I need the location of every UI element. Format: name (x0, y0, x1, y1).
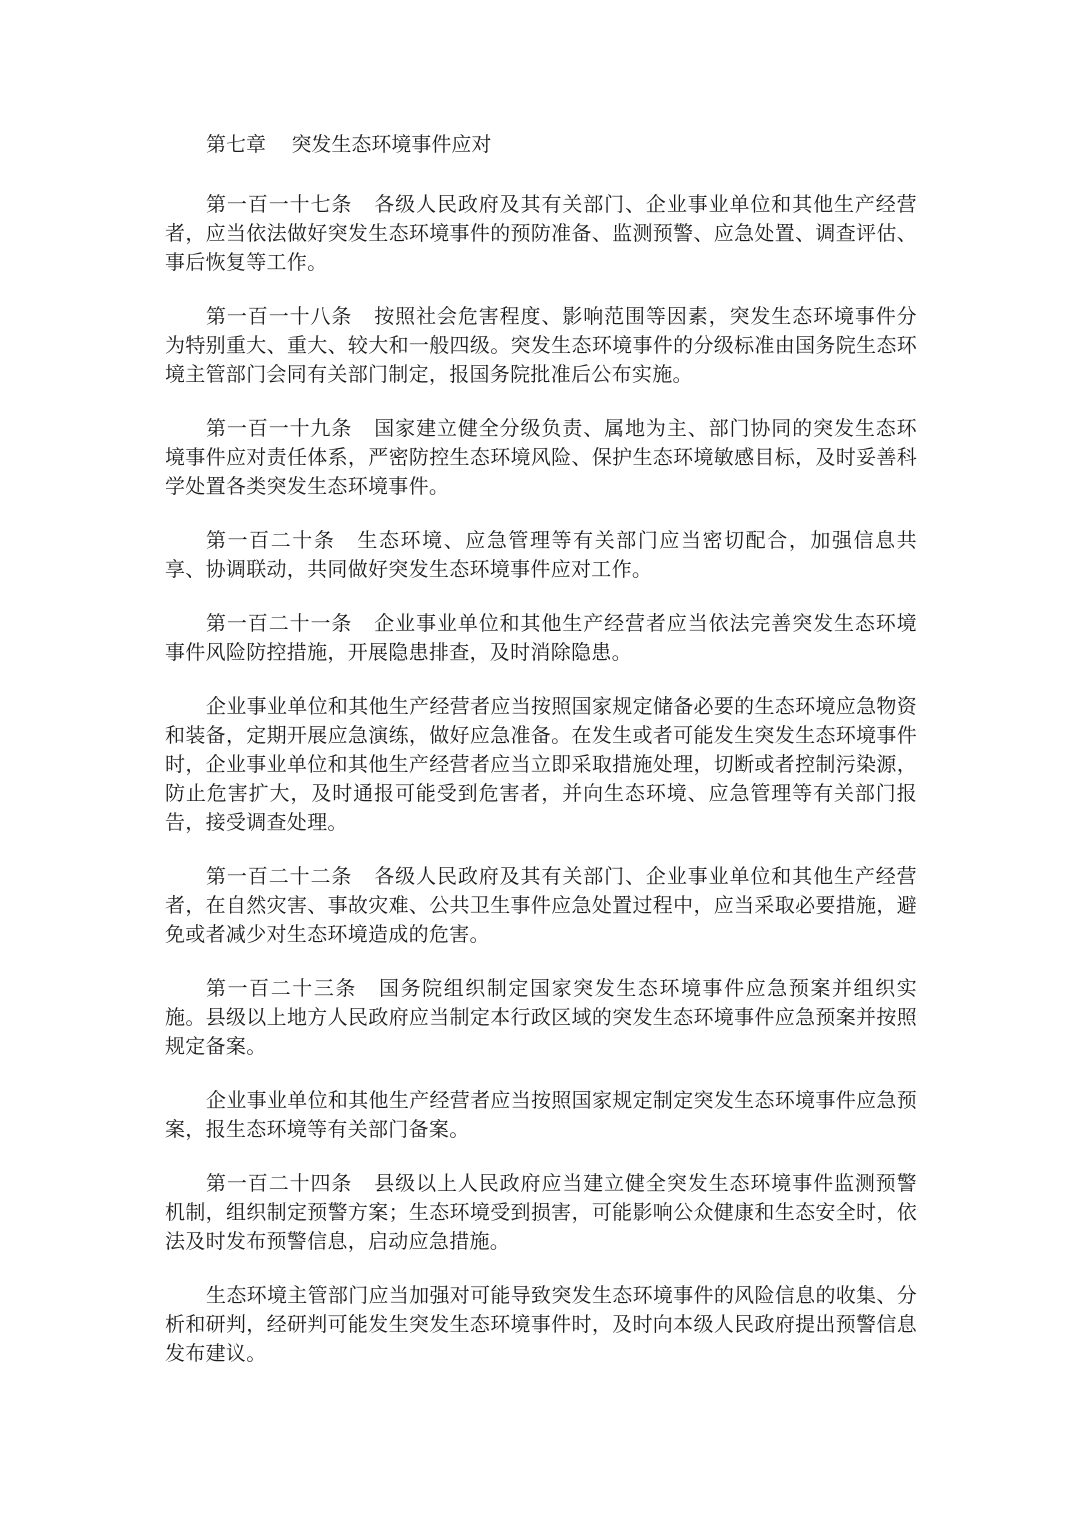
article-number: 第一百二十二条 (206, 864, 353, 888)
article-text: 国家建立健全分级负责、属地为主、部门协同的突发生态环境事件应对责任体系，严密防控生态环境风险、保护生态环境敏感目标，及时妥善科学处置各类突发生态环境事件。 (165, 416, 917, 498)
paragraph-article-120 (165, 526, 917, 584)
article-text: 企业事业单位和其他生产经营者应当按照国家规定制定突发生态环境事件应急预案，报生态环境等有关部门备案。 (165, 1088, 917, 1141)
article-number: 第一百二十三条 (206, 976, 357, 1000)
paragraph-article-123-clause-2 (165, 1086, 917, 1144)
chapter-heading (165, 127, 917, 161)
paragraph-article-119 (165, 414, 917, 501)
article-number: 第一百一十八条 (206, 304, 353, 328)
article-number: 第一百一十九条 (206, 416, 353, 440)
paragraph-article-117 (165, 190, 917, 277)
paragraph-article-121 (165, 609, 917, 667)
article-text: 生态环境、应急管理等有关部门应当密切配合，加强信息共享、协调联动，共同做好突发生态环境事件应对工作。 (165, 528, 917, 581)
paragraph-article-121-clause-2 (165, 692, 917, 837)
article-text: 各级人民政府及其有关部门、企业事业单位和其他生产经营者，应当依法做好突发生态环境事件的预防准备、监测预警、应急处置、调查评估、事后恢复等工作。 (165, 192, 917, 274)
article-number: 第一百二十四条 (206, 1171, 353, 1195)
article-text: 各级人民政府及其有关部门、企业事业单位和其他生产经营者，在自然灾害、事故灾难、公共卫生事件应急处置过程中，应当采取必要措施，避免或者减少对生态环境造成的危害。 (165, 864, 917, 946)
article-number: 第一百二十一条 (206, 611, 353, 635)
article-number: 第一百一十七条 (206, 192, 353, 216)
paragraph-article-122 (165, 862, 917, 949)
article-text: 县级以上人民政府应当建立健全突发生态环境事件监测预警机制，组织制定预警方案；生态环境受到损害，可能影响公众健康和生态安全时，依法及时发布预警信息，启动应急措施。 (165, 1171, 917, 1253)
paragraph-article-124 (165, 1169, 917, 1256)
article-text: 国务院组织制定国家突发生态环境事件应急预案并组织实施。县级以上地方人民政府应当制定本行政区域的突发生态环境事件应急预案并按照规定备案。 (165, 976, 917, 1058)
article-text: 企业事业单位和其他生产经营者应当按照国家规定储备必要的生态环境应急物资和装备，定期开展应急演练，做好应急准备。在发生或者可能发生突发生态环境事件时，企业事业单位和其他生产经营者应当立即采取措施处理，切断或者控制污染源，防止危害扩大，及时通报可能受到危害者，并向生态环境、应急管理等有关部门报告，接受调查处理。 (165, 694, 917, 834)
chapter-title: 突发生态环境事件应对 (291, 132, 492, 156)
paragraph-article-123 (165, 974, 917, 1061)
chapter-number: 第七章 (206, 132, 266, 156)
article-text: 生态环境主管部门应当加强对可能导致突发生态环境事件的风险信息的收集、分析和研判，经研判可能发生突发生态环境事件时，及时向本级人民政府提出预警信息发布建议。 (165, 1283, 917, 1365)
article-number: 第一百二十条 (206, 528, 336, 552)
paragraph-article-118 (165, 302, 917, 389)
paragraph-article-124-clause-2 (165, 1281, 917, 1368)
article-text: 按照社会危害程度、影响范围等因素，突发生态环境事件分为特别重大、重大、较大和一般四级。突发生态环境事件的分级标准由国务院生态环境主管部门会同有关部门制定，报国务院批准后公布实施。 (165, 304, 917, 386)
document-page (165, 127, 917, 1393)
article-text: 企业事业单位和其他生产经营者应当依法完善突发生态环境事件风险防控措施，开展隐患排查，及时消除隐患。 (165, 611, 917, 664)
